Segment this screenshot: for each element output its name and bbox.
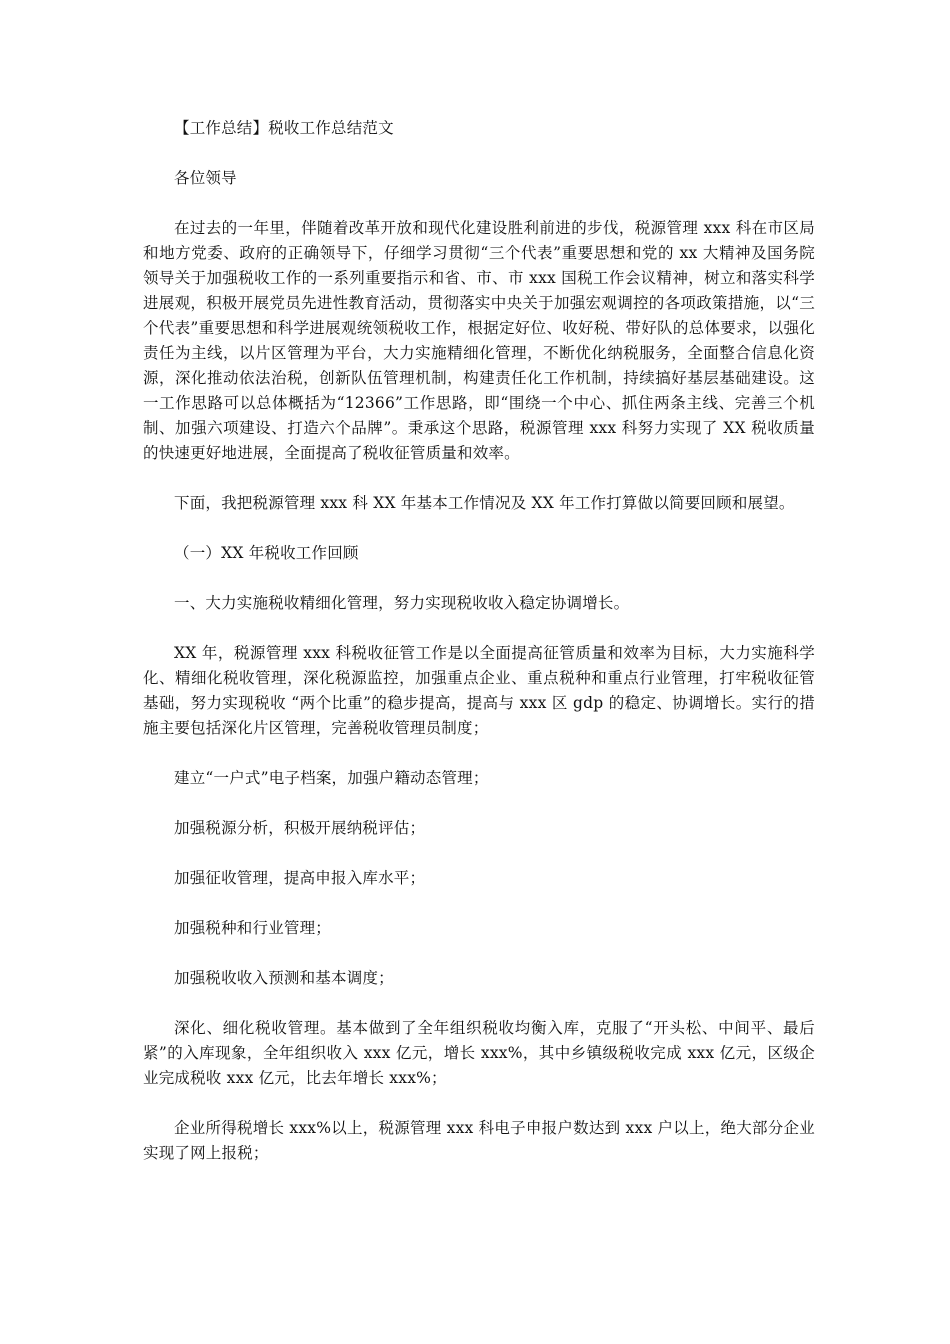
paragraph: 下面，我把税源管理 xxx 科 XX 年基本工作情况及 XX 年工作打算做以简要回顾和展望。 — [174, 494, 795, 512]
paragraph: XX 年，税源管理 xxx 科税收征管工作是以全面提高征管质量和效率为目标，大力实施科学化、精细化税收管理，深化税源监控，加强重点企业、重点税种和重点行业管理，打牢税收征管基础，努力实现税收 “两个比重”的稳步提高，提高与 xxx 区 gdp 的稳定、协调增长。实行的措施主要包括深化片区管理，完善税收管理员制度； — [143, 644, 815, 737]
list-item: 加强税源分析，积极开展纳税评估； — [174, 819, 426, 837]
document-title: 【工作总结】税收工作总结范文 — [174, 119, 394, 137]
paragraph: 企业所得税增长 xxx%以上，税源管理 xxx 科电子申报户数达到 xxx 户以上，绝大部分企业实现了网上报税； — [143, 1119, 815, 1162]
list-item: 加强税收收入预测和基本调度； — [174, 969, 394, 987]
salutation: 各位领导 — [174, 169, 237, 187]
paragraph: 深化、细化税收管理。基本做到了全年组织税收均衡入库，克服了“开头松、中间平、最后紧”的入库现象，全年组织收入 xxx 亿元，增长 xxx%，其中乡镇级税收完成 xxx 亿元，区级企业完成税收 xxx 亿元，比去年增长 xxx%； — [143, 1019, 815, 1087]
paragraph: 在过去的一年里，伴随着改革开放和现代化建设胜利前进的步伐，税源管理 xxx 科在市区局和地方党委、政府的正确领导下，仔细学习贯彻“三个代表”重要思想和党的 xx 大精神及国务院领导关于加强税收工作的一系列重要指示和省、市、市 xxx 国税工作会议精神，树立和落实科学进展观，积极开展党员先进性教育活动，贯彻落实中央关于加强宏观调控的各项政策措施，以“三个代表”重要思想和科学进展观统领税收工作，根据定好位、收好税、带好队的总体要求，以强化责任为主线，以片区管理为平台，大力实施精细化管理，不断优化纳税服务，全面整合信息化资源，深化推动依法治税，创新队伍管理机制，构建责任化工作机制，持续搞好基层基础建设。这一工作思路可以总体概括为“12366”工作思路，即“围绕一个中心、抓住两条主线、完善三个机制、加强六项建设、打造六个品牌”。秉承这个思路，税源管理 xxx 科努力实现了 XX 税收质量的快速更好地进展，全面提高了税收征管质量和效率。 — [143, 219, 815, 462]
document-body — [143, 116, 815, 1191]
list-item: 加强税种和行业管理； — [174, 919, 332, 937]
list-item: 建立“一户式”电子档案，加强户籍动态管理； — [174, 769, 489, 787]
list-item: 加强征收管理，提高申报入库水平； — [174, 869, 426, 887]
section-heading: （一）XX 年税收工作回顾 — [174, 544, 359, 562]
subsection-heading: 一、大力实施税收精细化管理，努力实现税收收入稳定协调增长。 — [174, 594, 630, 612]
